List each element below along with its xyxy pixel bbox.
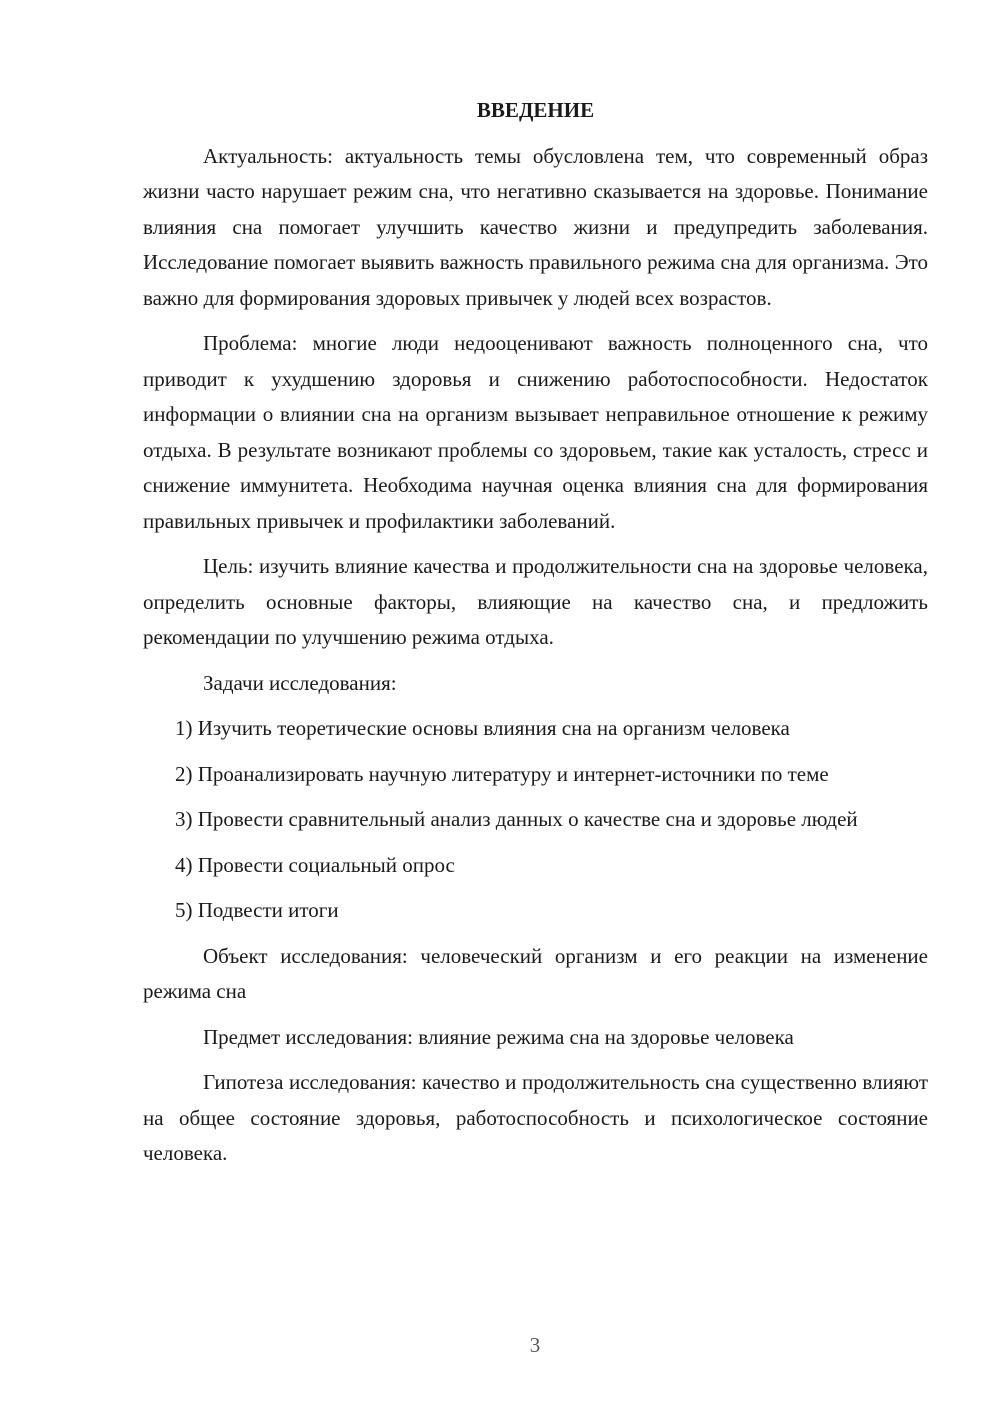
goal-paragraph: Цель: изучить влияние качества и продолжительности сна на здоровье человека, определить основные факторы, влияющие на качество сна, и предложить рекомендации по улучшению режима отдыха.	[143, 554, 928, 649]
page-title: ВВЕДЕНИЕ	[476, 98, 595, 122]
task-item: 2) Проанализировать научную литературу и интернет-источники по теме	[175, 761, 829, 786]
relevance-paragraph: Актуальность: актуальность темы обусловлена тем, что современный образ жизни часто нарушает режим сна, что негативно сказывается на здоровье. Понимание влияния сна помогает улучшить качество жизни и предупредить заболевания. Исследование помогает выявить важность правильного режима сна для организма. Это важно для формирования здоровых привычек у людей всех возрастов.	[143, 143, 928, 310]
task-item: 4) Провести социальный опрос	[175, 852, 455, 877]
subject-paragraph: Предмет исследования: влияние режима сна на здоровье человека	[203, 1024, 794, 1049]
page-content	[143, 93, 928, 1172]
tasks-heading: Задачи исследования:	[203, 670, 397, 695]
task-item: 5) Подвести итоги	[175, 898, 339, 922]
tasks-list	[143, 711, 928, 929]
task-item: 3) Провести сравнительный анализ данных о качестве сна и здоровье людей	[175, 807, 858, 831]
problem-paragraph: Проблема: многие люди недооценивают важность полноценного сна, что приводит к ухудшению здоровья и снижению работоспособности. Недостаток информации о влиянии сна на организм вызывает неправильное отношение к режиму отдыха. В результате возникают проблемы со здоровьем, такие как усталость, стресс и снижение иммунитета. Необходима научная оценка влияния сна для формирования правильных привычек и профилактики заболеваний.	[143, 331, 928, 533]
object-paragraph: Объект исследования: человеческий организм и его реакции на изменение режима сна	[143, 943, 928, 1003]
page-number: 3	[529, 1333, 541, 1357]
hypothesis-paragraph: Гипотеза исследования: качество и продолжительность сна существенно влияют на общее состояние здоровья, работоспособность и психологическое состояние человека.	[143, 1070, 928, 1165]
task-item: 1) Изучить теоретические основы влияния сна на организм человека	[175, 716, 790, 740]
